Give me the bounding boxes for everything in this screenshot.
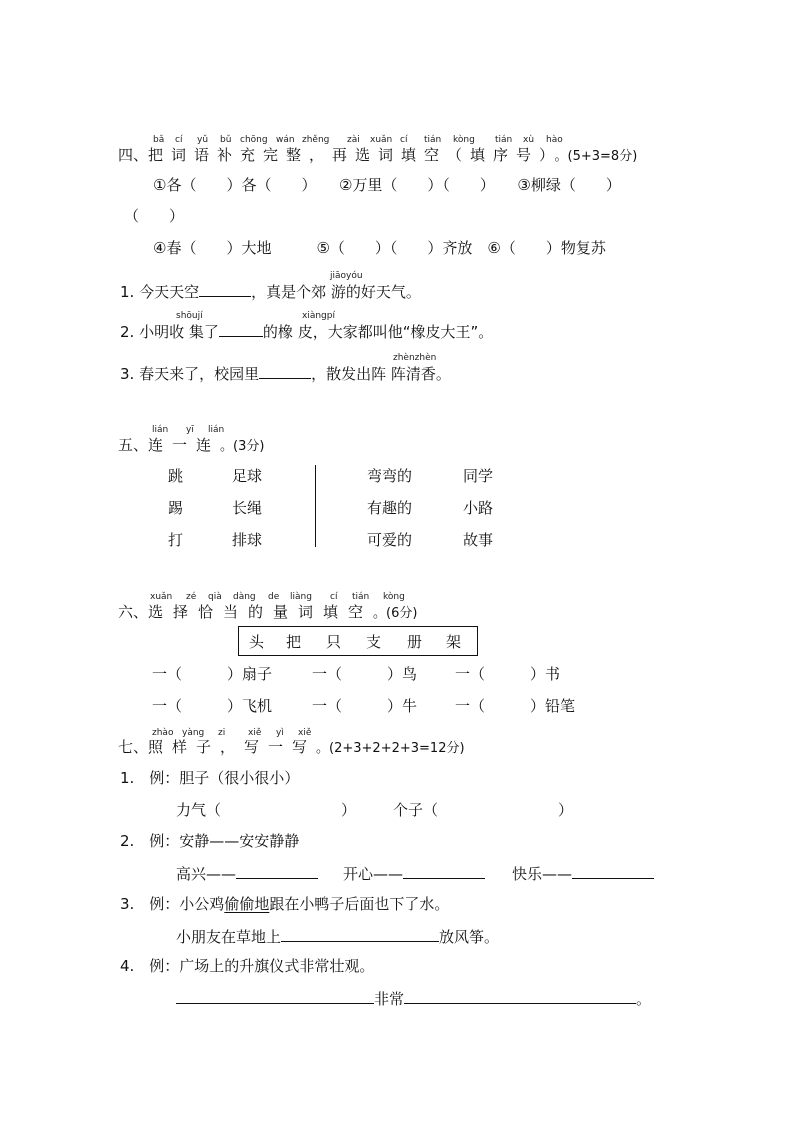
answer-blank[interactable] <box>572 862 654 879</box>
answer-blank[interactable] <box>236 862 318 879</box>
word-bank-item: 只 <box>326 633 342 651</box>
word-bank-item: 册 <box>407 633 423 651</box>
answer-blank[interactable] <box>199 280 251 297</box>
pinyin: xù <box>523 135 535 145</box>
section-number: 五、 <box>118 436 149 454</box>
answer-blank[interactable] <box>404 987 636 1004</box>
pinyin: yàng <box>182 728 205 738</box>
section-score: 。(2+3+2+2+3=12分) <box>316 741 465 756</box>
word-bank-item: 把 <box>286 633 302 651</box>
pinyin: xiě <box>298 728 312 738</box>
section-title: 照样子，写一写 <box>148 738 317 756</box>
pinyin: lián <box>152 425 169 435</box>
match-item[interactable]: 排球 <box>232 531 263 549</box>
word-bank-box <box>238 626 478 656</box>
pinyin: tián <box>495 135 513 145</box>
pinyin: kòng <box>453 135 475 145</box>
word-bank-item: 架 <box>446 633 462 651</box>
idiom-options-line-1: ①各（ ）各（ ） ②万里（ ）（ ） ③柳绿（ ） <box>153 176 621 194</box>
example-4: 4. 例：广场上的升旗仪式非常壮观。 <box>120 957 375 975</box>
section-5-heading <box>118 435 264 457</box>
answer-item: 快乐—— <box>512 862 654 884</box>
pinyin: de <box>268 592 280 602</box>
match-item[interactable]: 小路 <box>463 499 494 517</box>
pinyin: jiāoyóu <box>330 271 363 281</box>
pinyin: yǔ <box>197 135 209 145</box>
pinyin: yī <box>186 425 194 435</box>
match-item[interactable]: 足球 <box>232 467 263 485</box>
match-item[interactable]: 踢 <box>168 499 184 517</box>
section-title: 选择恰当的量词填空 <box>148 603 374 621</box>
pinyin: cí <box>330 592 338 602</box>
pinyin: tián <box>352 592 370 602</box>
answer-blank[interactable] <box>259 362 311 379</box>
section-7-heading <box>118 737 465 759</box>
answer-blank[interactable] <box>281 925 439 942</box>
measure-word-item[interactable]: 一（ ）飞机 <box>152 697 273 715</box>
measure-word-item[interactable]: 一（ ）扇子 <box>152 665 273 683</box>
pinyin: bǎ <box>153 135 165 145</box>
answer-item: 开心—— <box>343 862 485 884</box>
answer-item[interactable]: 个子（ ） <box>393 801 574 819</box>
section-number: 六、 <box>118 603 149 621</box>
answer-item: 非常 。 <box>176 987 651 1009</box>
example-3: 3. 例：小公鸡偷偷地跟在小鸭子后面也下了水。 <box>120 895 450 913</box>
match-item[interactable]: 弯弯的 <box>367 467 413 485</box>
match-item[interactable]: 有趣的 <box>367 499 413 517</box>
pinyin: qià <box>208 592 222 602</box>
section-score: 。(5+3=8分) <box>554 149 638 164</box>
pinyin: tián <box>424 135 442 145</box>
match-item[interactable]: 跳 <box>168 467 184 485</box>
idiom-options-line-1-wrap: （ ） <box>124 207 185 225</box>
example-2: 2. 例：安静——安安静静 <box>120 832 300 850</box>
answer-blank[interactable] <box>176 987 374 1004</box>
pinyin: xiě <box>248 728 262 738</box>
section-score: 。(6分) <box>373 606 418 621</box>
answer-item[interactable]: 力气（ ） <box>176 801 357 819</box>
fill-question-1: 1. 今天天空 ，真是个郊 游的好天气。 <box>120 280 421 302</box>
pinyin: zài <box>347 135 360 145</box>
pinyin: xuǎn <box>370 135 393 145</box>
pinyin: chōng <box>240 135 268 145</box>
measure-word-item[interactable]: 一（ ）铅笔 <box>455 697 576 715</box>
section-number: 七、 <box>118 738 149 756</box>
pinyin: bǔ <box>220 135 232 145</box>
section-score: 。(3分) <box>220 439 265 454</box>
pinyin: zhènzhèn <box>393 353 437 363</box>
pinyin: shōují <box>176 311 203 321</box>
pinyin: yì <box>276 728 284 738</box>
pinyin: wán <box>276 135 295 145</box>
idiom-options-line-2: ④春（ ）大地 ⑤（ ）（ ）齐放 ⑥（ ）物复苏 <box>153 239 606 257</box>
fill-question-2: 2. 小明收 集了 的橡 皮，大家都叫他“橡皮大王”。 <box>120 320 493 342</box>
pinyin: hào <box>546 135 563 145</box>
match-item[interactable]: 打 <box>168 531 184 549</box>
answer-item: 高兴—— <box>176 862 318 884</box>
pinyin: xiàngpí <box>302 311 335 321</box>
section-title: 把词语补充完整，再选词填空（填序号） <box>148 146 555 164</box>
measure-word-item[interactable]: 一（ ）书 <box>455 665 561 683</box>
match-item[interactable]: 长绳 <box>232 499 263 517</box>
pinyin: zé <box>186 592 197 602</box>
divider-line <box>315 465 316 547</box>
section-6-heading <box>118 602 417 624</box>
pinyin: cí <box>175 135 183 145</box>
pinyin: cí <box>400 135 408 145</box>
pinyin: kòng <box>383 592 405 602</box>
example-1: 1. 例：胆子（很小很小） <box>120 769 300 787</box>
answer-item: 小朋友在草地上 放风筝。 <box>176 925 499 947</box>
measure-word-item[interactable]: 一（ ）牛 <box>312 697 418 715</box>
section-title: 连一连 <box>148 436 221 454</box>
fill-question-3: 3. 春天来了，校园里 ，散发出阵 阵清香。 <box>120 362 451 384</box>
section-number: 四、 <box>118 146 149 164</box>
pinyin: dàng <box>233 592 256 602</box>
pinyin: zhěng <box>302 135 330 145</box>
match-item[interactable]: 故事 <box>463 531 494 549</box>
section-4-heading <box>118 145 637 167</box>
word-bank-item: 支 <box>366 633 382 651</box>
pinyin: zhào <box>152 728 174 738</box>
match-item[interactable]: 可爱的 <box>367 531 413 549</box>
pinyin: xuǎn <box>150 592 173 602</box>
word-bank-item: 头 <box>249 633 265 651</box>
answer-blank[interactable] <box>219 320 263 337</box>
answer-blank[interactable] <box>403 862 485 879</box>
match-item[interactable]: 同学 <box>463 467 494 485</box>
pinyin: zi <box>218 728 226 738</box>
pinyin: liàng <box>290 592 312 602</box>
pinyin: lián <box>208 425 225 435</box>
measure-word-item[interactable]: 一（ ）鸟 <box>312 665 418 683</box>
